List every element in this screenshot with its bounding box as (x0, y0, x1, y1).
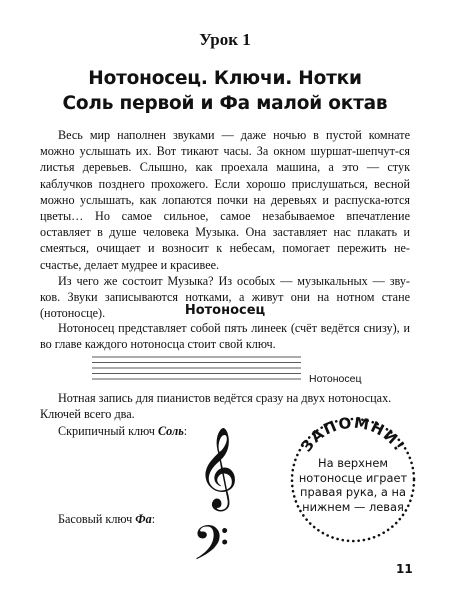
remember-title: ЗАПОМНИ! (297, 413, 409, 456)
treble-clef-name: Соль (157, 424, 184, 438)
treble-caption-prefix: Скрипичный ключ (58, 424, 158, 438)
two-clefs-text: Ключей всего два. (40, 407, 135, 421)
staff-paragraph: Нотоносец представляет собой пять линеек (счёт ведётся снизу), и во главе каждого нотоносца стоит свой ключ. (40, 321, 410, 352)
two-staves-text: Нотная запись для пианистов ведётся сразу на двух нотоносцах. (58, 391, 392, 405)
page-title-line-2: Соль первой и Фа малой октав (62, 93, 388, 114)
bass-caption-prefix: Басовый ключ (58, 512, 136, 526)
remember-text: На верхнем нотоносце играет правая рука, а на нижнем — левая (298, 456, 408, 514)
bass-clef-name: Фа (135, 512, 152, 526)
page-title-line-1: Нотоносец. Ключи. Нотки (88, 68, 362, 89)
lesson-number: Урок 1 (199, 30, 251, 49)
staff-subheading: Нотоносец (184, 303, 266, 318)
bass-clef-caption (58, 512, 155, 527)
intro-paragraph: Весь мир наполнен звуками — даже ночью в пустой комнате можно услышать их. Вот тикают часы. За окном шуршат-шепчут-ся листья деревьев. Слышно, как проехала машина, а это — стук каблучков позднего прохожего. Если хорошо прислушаться, весной можно услышать, как лопаются почки на деревьях и распуска-ются цветы… Но самое сильное, самое незабываемое впечатление оставляет в душе человека Музыка. Она заставляет нас плакать и смеяться, очищает и возносит к небесам, помогает пережить не-счастье, делает мудрее и красивее. (40, 128, 410, 272)
bass-colon: : (151, 512, 156, 526)
treble-clef-icon: 𝄞 (197, 426, 239, 508)
music-sounds-paragraph: Из чего же состоит Музыка? Из особых — музыкальных — зву-ков. Звуки записываются нотками, а живут они на нотном стане (нотоносце). (40, 274, 410, 321)
staff-illustration (92, 356, 301, 380)
page-number: 11 (396, 562, 413, 576)
treble-clef-caption (58, 424, 187, 439)
bass-clef-icon: 𝄢 (192, 515, 230, 583)
staff-label: Нотоносец (309, 373, 362, 385)
treble-colon: : (183, 424, 188, 438)
